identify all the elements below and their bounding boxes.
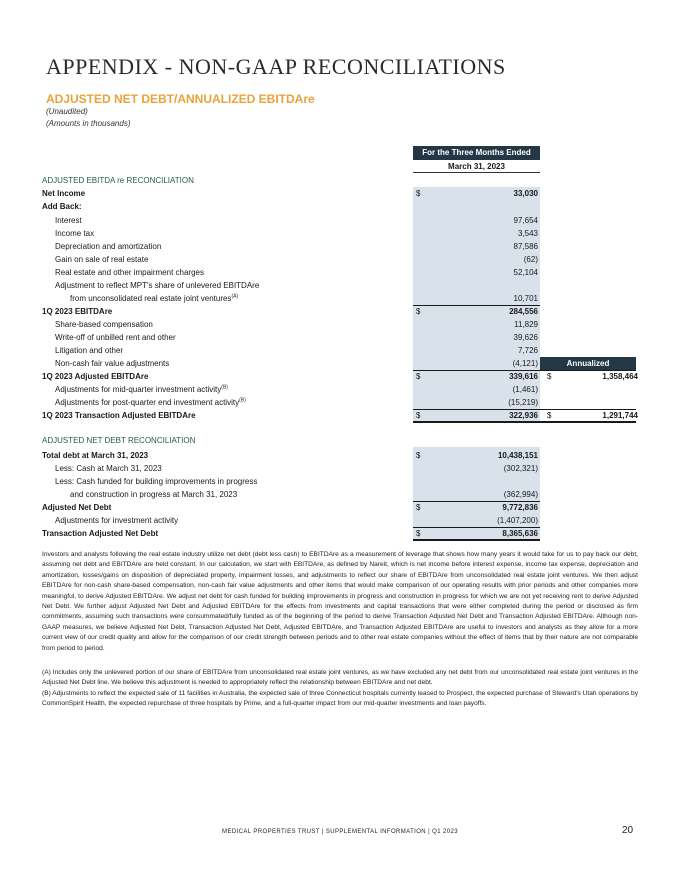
- row-label: Total debt at March 31, 2023: [42, 451, 149, 460]
- table-row: [42, 462, 638, 475]
- unaudited-note: (Unaudited): [46, 107, 88, 116]
- row-value: 52,104: [513, 268, 538, 277]
- row-label: 1Q 2023 EBITDAre: [42, 307, 113, 316]
- row-value: 87,586: [513, 242, 538, 251]
- table-row: [42, 449, 638, 462]
- section-subtitle: ADJUSTED NET DEBT/ANNUALIZED EBITDAre: [46, 92, 315, 106]
- table-row: [42, 501, 638, 514]
- amounts-note: (Amounts in thousands): [46, 119, 131, 128]
- annualized-dollar-sign: $: [547, 411, 552, 420]
- table-row: [42, 344, 638, 357]
- row-value: (4,121): [512, 359, 538, 368]
- footnote-b: (B) Adjustments to reflect the expected sale of 11 facilities in Australia, the expected sale of three Connecticut hospitals currently leased to Prospect, the expected purchase of Steward's Utah operations by CommonSpirit Health, the expected repurchase of three hospitals by Prime, and a full-quarter impact from our mid-quarter investments and loan payoffs.: [42, 690, 638, 708]
- table-row: [42, 396, 638, 409]
- net-debt-section-title: ADJUSTED NET DEBT RECONCILIATION: [42, 436, 196, 445]
- row-label: Adjustments for post-quarter end investment activity: [55, 398, 240, 407]
- row-value: 8,365,636: [502, 529, 538, 538]
- row-label: Interest: [55, 216, 82, 225]
- table-row: [42, 318, 638, 331]
- dollar-sign: $: [416, 372, 421, 381]
- explanatory-paragraph: Investors and analysts following the real estate industry utilize net debt (debt less cash) to EBITDAre as a measurement of leverage that shows how many years it would take for us to pay back our debt, assuming net debt and EBITDAre are held constant. In our calculation, we start with EBITDAre, as defined by Nareit, which is net income before interest expense, income tax expense, depreciation and amortization, losses/gains on disposition of depreciated property, impairment losses, and adjustments to reflect our share of EBITDAre from unconsolidated real estate joint ventures. We then adjust EBITDAre for non-cash share-based compensation, non-cash fair value adjustments and other items that would make comparison of our operating results with prior periods and other companies more meaningful, to derive Adjusted EBITDAre. We adjust net debt for cash funded for building improvements in progress and construction in progress for which we are not yet receiving rent to derive Adjusted Net Debt. We further adjust Adjusted Net Debt and Adjusted EBITDAre for the effects from investments and capital transactions that were either completed during the period or disclosed as firm commitments, assuming such transactions were consummated/fully funded as of the beginning of the period to derive Transaction Adjusted Net Debt and Transaction Adjusted EBITDAre. Although non-GAAP measures, we believe Adjusted Net Debt, Transaction Adjusted Net Debt, Adjusted EBITDAre, and Transaction Adjusted EBITDAre are useful to investors and analysts as they allow for a more current view of our credit quality and allow for the comparison of our credit strength between periods and to other real estate companies without the effect of items that by their nature are not comparable from period to period.: [42, 551, 638, 652]
- table-row: [42, 409, 638, 423]
- row-value: 11,829: [514, 320, 538, 329]
- table-row: [42, 266, 638, 279]
- row-value: (1,407,200): [497, 516, 538, 525]
- annualized-header: Annualized: [540, 357, 636, 370]
- row-label: Depreciation and amortization: [55, 242, 162, 251]
- row-label: Net Income: [42, 189, 86, 198]
- footnote-ref: (B): [221, 384, 228, 391]
- row-label: Adjustments for investment activity: [55, 516, 179, 525]
- row-value: 33,030: [513, 189, 538, 198]
- row-label: Less: Cash at March 31, 2023: [55, 464, 162, 473]
- row-label: Adjustment to reflect MPT's share of unlevered EBITDAre: [55, 281, 260, 290]
- row-value: 39,626: [513, 333, 538, 342]
- row-label: Transaction Adjusted Net Debt: [42, 529, 159, 538]
- row-label: Real estate and other impairment charges: [55, 268, 204, 277]
- row-label: 1Q 2023 Transaction Adjusted EBITDAre: [42, 411, 196, 420]
- row-label: and construction in progress at March 31, 2023: [70, 490, 238, 499]
- table-row: [42, 370, 638, 383]
- row-value: 10,701: [513, 294, 538, 303]
- row-label: Litigation and other: [55, 346, 124, 355]
- annualized-value: 1,358,464: [602, 372, 638, 381]
- row-label: Less: Cash funded for building improvements in progress: [55, 477, 258, 486]
- table-row: [42, 227, 638, 240]
- table-row: [42, 279, 638, 292]
- dollar-sign: $: [416, 451, 421, 460]
- footnote-ref: (A): [231, 293, 239, 300]
- table-row: [42, 331, 638, 344]
- table-row: [42, 292, 638, 305]
- row-label: Adjusted Net Debt: [42, 503, 112, 512]
- row-value: 3,543: [517, 229, 538, 238]
- row-value: 322,936: [509, 411, 538, 420]
- table-row: [42, 253, 638, 266]
- table-row: [42, 305, 638, 318]
- annualized-dollar-sign: $: [547, 372, 552, 381]
- table-row: [42, 514, 638, 527]
- page-footer: MEDICAL PROPERTIES TRUST | SUPPLEMENTAL INFORMATION | Q1 2023: [222, 829, 458, 835]
- row-label: Gain on sale of real estate: [55, 255, 149, 264]
- row-value: 97,654: [513, 216, 538, 225]
- page-title: APPENDIX - NON-GAAP RECONCILIATIONS: [46, 54, 506, 79]
- page-number: 20: [622, 825, 634, 836]
- table-row: [42, 475, 638, 488]
- dollar-sign: $: [416, 503, 421, 512]
- row-label: 1Q 2023 Adjusted EBITDAre: [42, 372, 149, 381]
- row-label: Write-off of unbilled rent and other: [55, 333, 176, 342]
- dollar-sign: $: [416, 411, 421, 420]
- dollar-sign: $: [416, 529, 421, 538]
- table-row: [42, 383, 638, 396]
- row-value: (62): [523, 255, 538, 264]
- dollar-sign: $: [416, 307, 421, 316]
- row-label: Add Back:: [42, 202, 82, 211]
- row-value: 9,772,836: [502, 503, 538, 512]
- footnote-ref: (B): [239, 397, 246, 404]
- row-label: Share-based compensation: [55, 320, 153, 329]
- table-row: [42, 240, 638, 253]
- table-row: [42, 488, 638, 501]
- footnote-a: (A) Includes only the unlevered portion of our share of EBITDAre from unconsolidated real estate joint ventures, as we have excluded any net debt from our unconsolidated real estate joint ventures in the Adjusted Net Debt line. We believe this adjustment is needed to appropriately reflect the relationship between EBITDAre and net debt.: [42, 669, 638, 687]
- table-row: [42, 200, 638, 213]
- row-value: 284,556: [509, 307, 538, 316]
- row-value: (15,219): [508, 398, 538, 407]
- row-value: (302,321): [503, 464, 538, 473]
- table-row: [42, 214, 638, 227]
- row-label: Income tax: [55, 229, 95, 238]
- row-value: (362,994): [503, 490, 538, 499]
- period-date: March 31, 2023: [413, 160, 540, 173]
- table-row: [42, 527, 638, 541]
- row-label: Adjustments for mid-quarter investment activity: [55, 385, 222, 394]
- row-value: 10,438,151: [497, 451, 538, 460]
- dollar-sign: $: [416, 189, 421, 198]
- row-value: 7,726: [517, 346, 538, 355]
- row-value: (1,461): [512, 385, 538, 394]
- row-label: Non-cash fair value adjustments: [55, 359, 170, 368]
- row-value: 339,616: [509, 372, 538, 381]
- table-row: [42, 357, 638, 370]
- table-row: [42, 187, 638, 200]
- annualized-value: 1,291,744: [602, 411, 638, 420]
- ebitda-section-title: ADJUSTED EBITDA re RECONCILIATION: [42, 176, 194, 185]
- period-header: For the Three Months Ended: [413, 146, 540, 160]
- row-label: from unconsolidated real estate joint ventures: [70, 294, 232, 303]
